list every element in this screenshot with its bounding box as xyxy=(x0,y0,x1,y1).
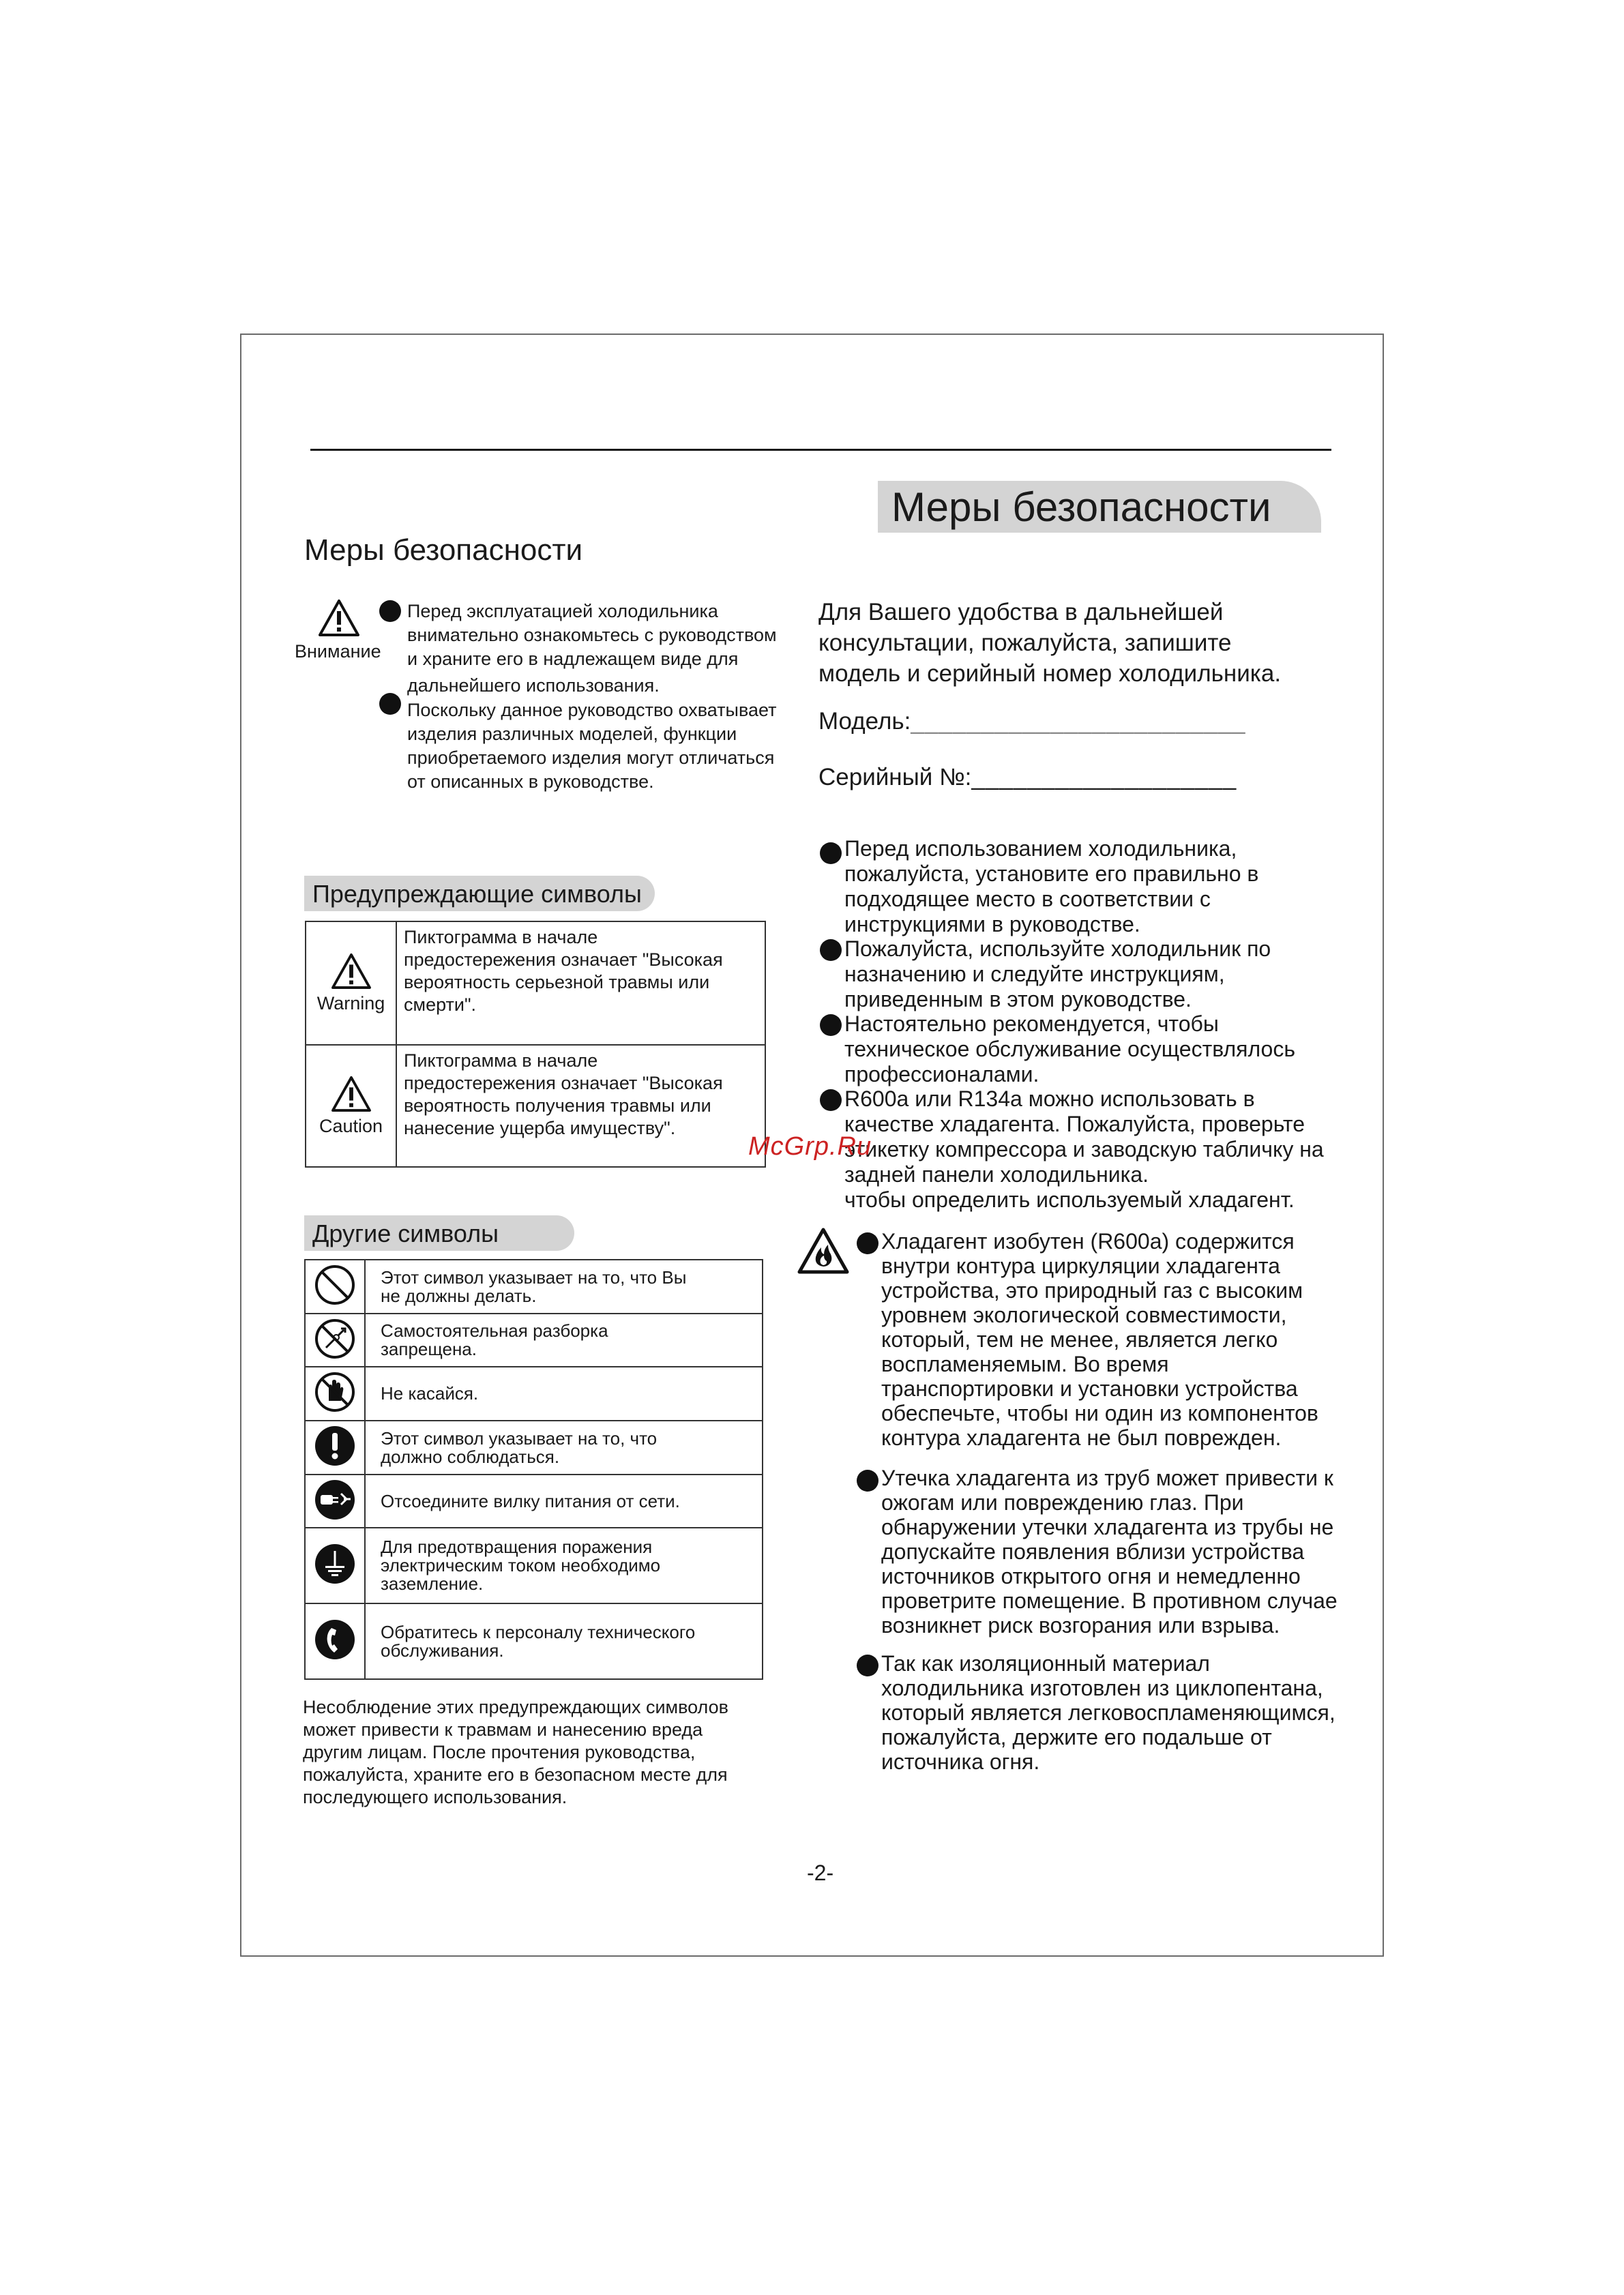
attention-bullet-2: Поскольку данное руководство охватывает изделия различных моделей, функции приобретаемого изделия могут отличаться от описанных в руководстве. xyxy=(407,700,777,792)
header-tab-text: Меры безопасности xyxy=(891,484,1271,530)
bullet-dot xyxy=(820,842,842,864)
warning-description: Пиктограмма в начале предостережения означает "Высокая вероятность серьезной травмы или смерти". xyxy=(404,927,723,1015)
flame-bullet-3: Так как изоляционный материал холодильника изготовлен из циклопентана, который является легковоспламеняющимся, пожалуйста, держите его подальше от источника огня. xyxy=(881,1651,1335,1774)
mandatory-icon xyxy=(314,1425,356,1467)
flammable-warning-icon xyxy=(797,1227,850,1275)
warning-triangle-icon xyxy=(318,599,360,637)
other-symbols-heading: Другие символы xyxy=(304,1215,574,1251)
table-row: Для предотвращения поражения электрическим током необходимо заземление. xyxy=(305,1528,763,1603)
model-label: Модель: xyxy=(818,708,911,735)
right-bullet-4: R600a или R134a можно использовать в качестве хладагента. Пожалуйста, проверьте этикетку компрессора и заводскую табличку на задней панели холодильника. чтобы определить используемый хладагент. xyxy=(844,1086,1324,1212)
table-row: Обратитесь к персоналу технического обслуживания. xyxy=(305,1603,763,1679)
table-row: Этот символ указывает на то, что должно соблюдаться. xyxy=(305,1421,763,1475)
bullet-dot xyxy=(379,600,401,622)
table-row: Отсоедините вилку питания от сети. xyxy=(305,1475,763,1528)
table-row: Самостоятельная разборка запрещена. xyxy=(305,1314,763,1367)
bullet-dot xyxy=(857,1655,879,1676)
other-symbols-footer: Несоблюдение этих предупреждающих символов может привести к травмам и нанесению вреда другим лицам. После прочтения руководства, пожалуйста, храните его в безопасном месте для последующего использования. xyxy=(303,1697,728,1807)
no-disassembly-icon xyxy=(314,1318,356,1360)
bullet-dot xyxy=(857,1232,879,1254)
header-rule xyxy=(310,449,1331,451)
model-field xyxy=(818,708,1246,735)
serial-blank: ___________________ xyxy=(971,764,1237,790)
unplug-icon xyxy=(314,1479,356,1521)
right-bullet-2: Пожалуйста, используйте холодильник по назначению и следуйте инструкциям, приведенным в этом руководстве. xyxy=(844,936,1271,1011)
bullet-dot xyxy=(820,939,842,961)
bullet-dot xyxy=(857,1470,879,1492)
record-intro: Для Вашего удобства в дальнейшей консультации, пожалуйста, запишите модель и серийный номер холодильника. xyxy=(818,599,1282,687)
flame-bullet-2: Утечка хладагента из труб может привести к ожогам или повреждению глаз. При обнаружении утечки хладагента из трубы не допускайте появления вблизи устройства источников открытого огня и немедленно проветрите помещение. В противном случае возникнет риск возгорания или взрыва. xyxy=(881,1466,1338,1638)
caution-icon xyxy=(331,1076,372,1112)
model-blank: ________________________ xyxy=(911,708,1246,735)
header-tab xyxy=(878,481,1321,533)
right-bullet-1: Перед использованием холодильника, пожалуйста, установите его правильно в подходящее место в соответствии с инструкциями в руководстве. xyxy=(844,836,1259,936)
attention-bullet-1: Перед эксплуатацией холодильника внимательно ознакомьтесь с руководством и храните его в надлежащем виде для дальнейшего использования. xyxy=(407,601,777,696)
service-call-icon xyxy=(314,1618,356,1661)
caution-label: Caution xyxy=(319,1115,383,1136)
right-bullet-3: Настоятельно рекомендуется, чтобы техническое обслуживание осуществлялось профессионалами. xyxy=(844,1011,1295,1086)
watermark: McGrp.Ru xyxy=(748,1132,872,1161)
serial-field xyxy=(818,764,1237,791)
table-row: Этот символ указывает на то, что Вы не должны делать. xyxy=(305,1260,763,1314)
other-symbols-table xyxy=(304,1259,763,1680)
attention-label: Внимание xyxy=(295,641,381,662)
bullet-dot xyxy=(379,693,401,715)
ground-icon xyxy=(314,1543,356,1585)
prohibited-icon xyxy=(314,1264,356,1306)
flame-bullet-1: Хладагент изобутен (R600a) содержится внутри контура циркуляции хладагента устройства, это природный газ с высоким уровнем экологической совместимости, который, тем не менее, является легко воспламеняемым. Во время транспортировки и установки устройства обеспечьте, чтобы ни один из компонентов контура хладагента не был поврежден. xyxy=(881,1229,1318,1450)
serial-label: Серийный №: xyxy=(818,764,972,790)
warning-symbols-heading: Предупреждающие символы xyxy=(304,876,655,911)
table-row xyxy=(306,1045,765,1167)
bullet-dot xyxy=(820,1089,842,1111)
caution-description: Пиктограмма в начале предостережения означает "Высокая вероятность получения травмы или нанесение ущерба имуществу". xyxy=(404,1050,723,1138)
table-row: Не касайся. xyxy=(305,1367,763,1421)
bullet-dot xyxy=(820,1014,842,1036)
table-row xyxy=(306,921,765,1045)
page-title: Меры безопасности xyxy=(304,533,583,567)
do-not-touch-icon xyxy=(314,1371,356,1413)
page-number: -2- xyxy=(807,1861,834,1885)
warning-symbols-table xyxy=(305,921,766,1168)
warning-label: Warning xyxy=(316,992,385,1013)
warning-icon xyxy=(331,953,372,990)
